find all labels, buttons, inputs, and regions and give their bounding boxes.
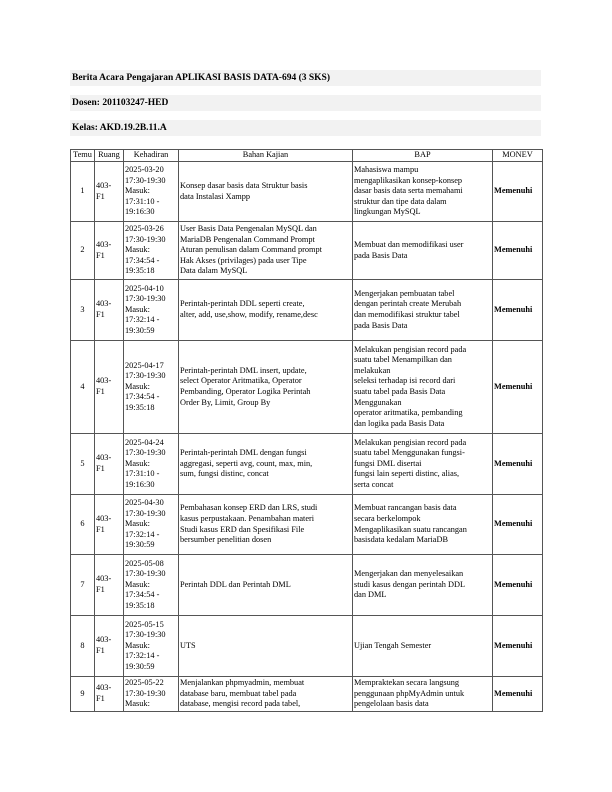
- cell-monev: Memenuhi: [493, 555, 543, 616]
- cell-bahan-kajian: Konsep dasar basis data Struktur basis data Instalasi Xampp: [179, 162, 353, 222]
- cell-kehadiran: 2025-03-26 17:30-19:30 Masuk: 17:34:54 - 19:35:18: [124, 222, 179, 280]
- cell-bap: Mengerjakan dan menyelesaikan studi kasus dengan perintah DDL dan DML: [353, 555, 493, 616]
- cell-temu: 3: [71, 280, 95, 341]
- cell-monev: Memenuhi: [493, 434, 543, 495]
- dosen-label: Dosen: 201103247-HED: [70, 95, 541, 111]
- cell-kehadiran: 2025-04-30 17:30-19:30 Masuk: 17:32:14 - 19:30:59: [124, 495, 179, 555]
- cell-ruang: 403- F1: [95, 280, 124, 341]
- cell-bahan-kajian: UTS: [179, 616, 353, 677]
- cell-ruang: 403- F1: [95, 222, 124, 280]
- cell-bap: Membuat dan memodifikasi user pada Basis Data: [353, 222, 493, 280]
- table-row: [71, 341, 543, 434]
- col-header-bahan-kajian: Bahan Kajian: [179, 150, 353, 162]
- cell-kehadiran: 2025-05-22 17:30-19:30 Masuk:: [124, 677, 179, 712]
- document-title: Berita Acara Pengajaran APLIKASI BASIS DATA-694 (3 SKS): [70, 70, 541, 86]
- cell-ruang: 403- F1: [95, 434, 124, 495]
- cell-kehadiran: 2025-03-20 17:30-19:30 Masuk: 17:31:10 - 19:16:30: [124, 162, 179, 222]
- table-row: [71, 616, 543, 677]
- table-row: [71, 222, 543, 280]
- cell-kehadiran: 2025-04-24 17:30-19:30 Masuk: 17:31:10 - 19:16:30: [124, 434, 179, 495]
- cell-ruang: 403- F1: [95, 162, 124, 222]
- cell-bap: Melakukan pengisian record pada suatu tabel Menampilkan dan melakukan seleksi terhadap isi record dari suatu tabel pada Basis Data Menggunakan operator aritmatika, pembanding dan logika pada Basis Data: [353, 341, 493, 434]
- cell-monev: Memenuhi: [493, 616, 543, 677]
- cell-bahan-kajian: Pembahasan konsep ERD dan LRS, studi kasus perpustakaan. Penambahan materi Studi kasus ERD dan Spesifikasi File bersumber penelitian dosen: [179, 495, 353, 555]
- table-row: [71, 280, 543, 341]
- cell-ruang: 403- F1: [95, 677, 124, 712]
- cell-ruang: 403- F1: [95, 616, 124, 677]
- cell-ruang: 403- F1: [95, 495, 124, 555]
- cell-bap: Melakukan pengisian record pada suatu tabel Menggunakan fungsi- fungsi DML disertai fungsi lain seperti distinc, alias, serta concat: [353, 434, 493, 495]
- cell-temu: 5: [71, 434, 95, 495]
- cell-bap: Mempraktekan secara langsung penggunaan phpMyAdmin untuk pengelolaan basis data: [353, 677, 493, 712]
- cell-bahan-kajian: Perintah-perintah DDL seperti create, alter, add, use,show, modify, rename,desc: [179, 280, 353, 341]
- cell-temu: 7: [71, 555, 95, 616]
- cell-monev: Memenuhi: [493, 162, 543, 222]
- cell-bap: Membuat rancangan basis data secara berkelompok Mengaplikasikan suatu rancangan basisdata kedalam MariaDB: [353, 495, 493, 555]
- table-row: [71, 555, 543, 616]
- table-row: [71, 162, 543, 222]
- cell-bahan-kajian: Menjalankan phpmyadmin, membuat database baru, membuat tabel pada database, mengisi record pada tabel,: [179, 677, 353, 712]
- cell-monev: Memenuhi: [493, 280, 543, 341]
- cell-bahan-kajian: Perintah-perintah DML dengan fungsi aggregasi, seperti avg, count, max, min, sum, fungsi distinc, concat: [179, 434, 353, 495]
- table-header-row: [71, 150, 543, 162]
- cell-bahan-kajian: User Basis Data Pengenalan MySQL dan MariaDB Pengenalan Command Prompt Aturan penulisan dalam Command prompt Hak Akses (privilages) pada user Tipe Data dalam MySQL: [179, 222, 353, 280]
- cell-bap: Mengerjakan pembuatan tabel dengan perintah create Merubah dan memodifikasi struktur tabel pada Basis Data: [353, 280, 493, 341]
- col-header-monev: MONEV: [493, 150, 543, 162]
- cell-monev: Memenuhi: [493, 222, 543, 280]
- cell-ruang: 403- F1: [95, 341, 124, 434]
- cell-monev: Memenuhi: [493, 495, 543, 555]
- cell-monev: Memenuhi: [493, 677, 543, 712]
- table-row: [71, 434, 543, 495]
- table-row: [71, 677, 543, 712]
- cell-bap: Ujian Tengah Semester: [353, 616, 493, 677]
- cell-kehadiran: 2025-05-15 17:30-19:30 Masuk: 17:32:14 - 19:30:59: [124, 616, 179, 677]
- bap-table: [70, 149, 543, 712]
- cell-kehadiran: 2025-05-08 17:30-19:30 Masuk: 17:34:54 - 19:35:18: [124, 555, 179, 616]
- cell-temu: 6: [71, 495, 95, 555]
- cell-monev: Memenuhi: [493, 341, 543, 434]
- cell-bahan-kajian: Perintah DDL dan Perintah DML: [179, 555, 353, 616]
- cell-temu: 9: [71, 677, 95, 712]
- cell-temu: 2: [71, 222, 95, 280]
- col-header-ruang: Ruang: [95, 150, 124, 162]
- cell-ruang: 403- F1: [95, 555, 124, 616]
- cell-temu: 4: [71, 341, 95, 434]
- cell-bap: Mahasiswa mampu mengaplikasikan konsep-konsep dasar basis data serta memahami struktur dan tipe data dalam lingkungan MySQL: [353, 162, 493, 222]
- cell-kehadiran: 2025-04-10 17:30-19:30 Masuk: 17:32:14 - 19:30:59: [124, 280, 179, 341]
- cell-temu: 1: [71, 162, 95, 222]
- cell-temu: 8: [71, 616, 95, 677]
- cell-kehadiran: 2025-04-17 17:30-19:30 Masuk: 17:34:54 - 19:35:18: [124, 341, 179, 434]
- kelas-label: Kelas: AKD.19.2B.11.A: [70, 120, 541, 136]
- table-row: [71, 495, 543, 555]
- col-header-bap: BAP: [353, 150, 493, 162]
- col-header-temu: Temu: [71, 150, 95, 162]
- col-header-kehadiran: Kehadiran: [124, 150, 179, 162]
- cell-bahan-kajian: Perintah-perintah DML insert, update, select Operator Aritmatika, Operator Pembanding, Operator Logika Perintah Order By, Limit, Group By: [179, 341, 353, 434]
